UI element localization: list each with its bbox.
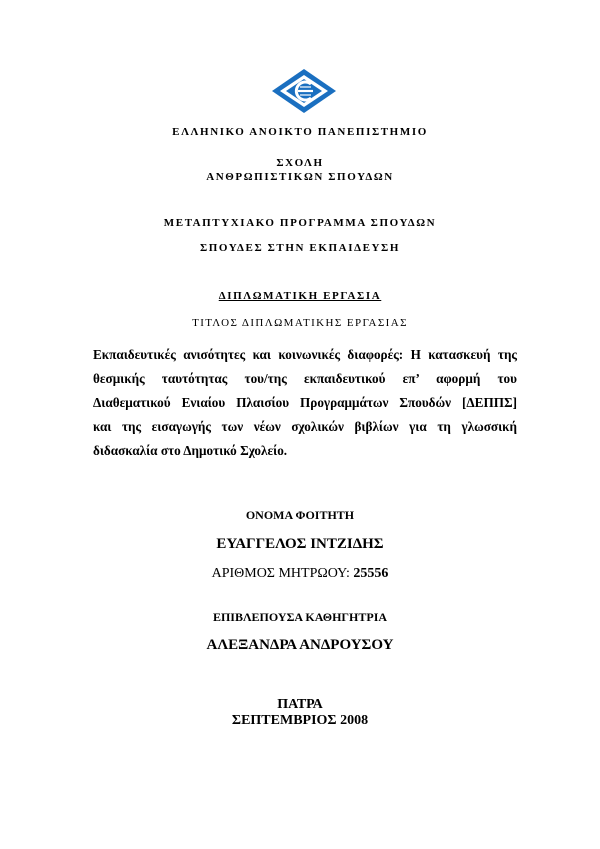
document-type: ΔΙΠΛΩΜΑΤΙΚΗ ΕΡΓΑΣΙΑ bbox=[218, 290, 382, 302]
registry-number: 25556 bbox=[353, 566, 389, 581]
university-name: ΕΛΛΗΝΙΚΟ ΑΝΟΙΚΤΟ ΠΑΝΕΠΙΣΤΗΜΙΟ bbox=[172, 126, 428, 138]
thesis-title-line: Διαθεματικού Ενιαίου Πλαισίου Προγραμμάτων Σπουδών [ΔΕΠΠΣ] bbox=[93, 395, 517, 410]
university-logo-icon bbox=[271, 68, 337, 114]
registry-label: ΑΡΙΘΜΟΣ ΜΗΤΡΩΟΥ: bbox=[211, 566, 354, 581]
thesis-title-line: θεσμικής ταυτότητας του/της εκπαιδευτικού επ’ αφορμή του bbox=[93, 371, 517, 386]
thesis-title-label: ΤΙΤΛΟΣ ΔΙΠΛΩΜΑΤΙΚΗΣ ΕΡΓΑΣΙΑΣ bbox=[192, 317, 408, 329]
thesis-title-line: διδασκαλία στο Δημοτικό Σχολείο. bbox=[93, 443, 288, 458]
thesis-title-line: και της εισαγωγής των νέων σχολικών βιβλίων για τη γλωσσική bbox=[93, 419, 517, 434]
student-name: ΕΥΑΓΓΕΛΟΣ ΙΝΤΖΙΔΗΣ bbox=[216, 536, 384, 552]
supervisor-label: ΕΠΙΒΛΕΠΟΥΣΑ ΚΑΘΗΓΗΤΡΙΑ bbox=[212, 610, 388, 624]
school-name: ΑΝΘΡΩΠΙΣΤΙΚΩΝ ΣΠΟΥΔΩΝ bbox=[206, 171, 394, 183]
school-label: ΣΧΟΛΗ bbox=[276, 157, 324, 169]
program-subject: ΣΠΟΥΔΕΣ ΣΤΗΝ ΕΚΠΑΙΔΕΥΣΗ bbox=[199, 242, 401, 254]
registry-line bbox=[0, 566, 600, 582]
date: ΣΕΠΤΕΜΒΡΙΟΣ 2008 bbox=[231, 713, 369, 728]
program-name: ΜΕΤΑΠΤΥΧΙΑΚΟ ΠΡΟΓΡΑΜΜΑ ΣΠΟΥΔΩΝ bbox=[163, 217, 437, 229]
student-label: ΟΝΟΜΑ ΦΟΙΤΗΤΗ bbox=[245, 508, 355, 522]
supervisor-name: ΑΛΕΞΑΝΔΡΑ ΑΝΔΡΟΥΣΟΥ bbox=[206, 637, 394, 653]
thesis-title bbox=[93, 343, 517, 463]
city: ΠΑΤΡΑ bbox=[277, 697, 323, 712]
thesis-title-line: Εκπαιδευτικές ανισότητες και κοινωνικές διαφορές: Η κατασκευή της bbox=[93, 347, 517, 362]
